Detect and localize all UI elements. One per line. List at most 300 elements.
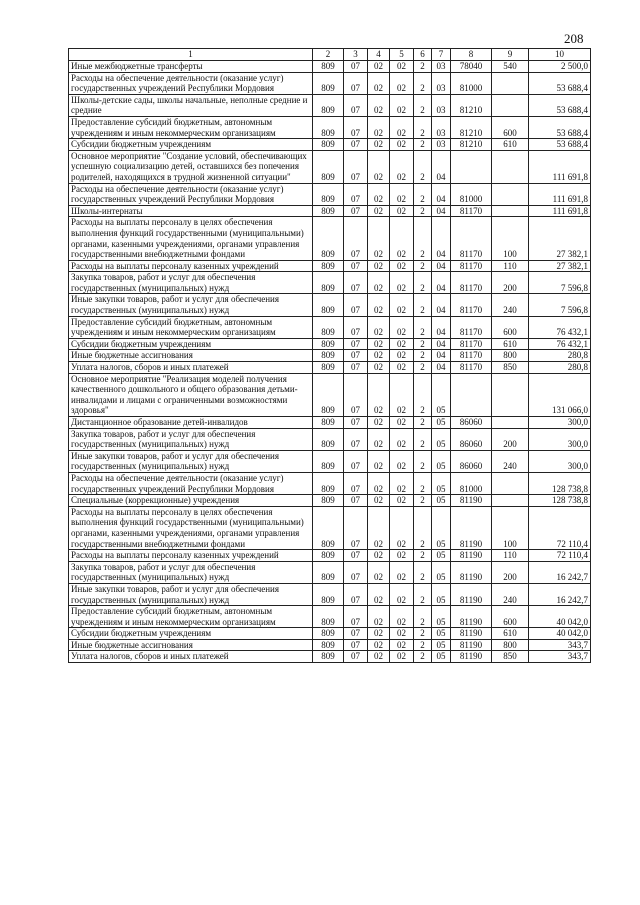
column-header: 1	[69, 49, 313, 61]
direction-code-cell: 78040	[451, 61, 492, 73]
program-code-cell: 02	[390, 472, 414, 494]
expense-type-code-cell: 600	[492, 316, 529, 338]
subsection-code-cell: 02	[368, 338, 390, 350]
expense-type-code-cell: 110	[492, 260, 529, 272]
amount-cell: 76 432,1	[529, 316, 591, 338]
program-code-cell: 02	[390, 183, 414, 205]
table-row	[69, 495, 591, 507]
direction-code-cell: 81190	[451, 651, 492, 663]
subprogram-code-cell: 2	[414, 651, 432, 663]
event-code-cell: 05	[432, 583, 451, 605]
amount-cell: 16 242,7	[529, 583, 591, 605]
event-code-cell: 04	[432, 362, 451, 374]
section-code-cell: 07	[344, 417, 368, 429]
amount-cell: 280,8	[529, 350, 591, 362]
item-name-cell: Иные бюджетные ассигнования	[69, 639, 313, 651]
section-code-cell: 07	[344, 561, 368, 583]
item-name-cell: Уплата налогов, сборов и иных платежей	[69, 651, 313, 663]
section-code-cell: 07	[344, 217, 368, 260]
ministry-code-cell: 809	[313, 61, 344, 73]
amount-cell: 300,0	[529, 428, 591, 450]
subprogram-code-cell: 2	[414, 639, 432, 651]
subsection-code-cell: 02	[368, 495, 390, 507]
subsection-code-cell: 02	[368, 472, 390, 494]
amount-cell: 27 382,1	[529, 260, 591, 272]
event-code-cell: 05	[432, 628, 451, 640]
subsection-code-cell: 02	[368, 260, 390, 272]
column-header: 9	[492, 49, 529, 61]
amount-cell: 111 691,8	[529, 183, 591, 205]
amount-cell: 128 738,8	[529, 472, 591, 494]
direction-code-cell: 86060	[451, 428, 492, 450]
section-code-cell: 07	[344, 260, 368, 272]
expense-type-code-cell	[492, 183, 529, 205]
subsection-code-cell: 02	[368, 639, 390, 651]
ministry-code-cell: 809	[313, 150, 344, 183]
amount-cell: 53 688,4	[529, 139, 591, 151]
table-row	[69, 639, 591, 651]
program-code-cell: 02	[390, 217, 414, 260]
event-code-cell: 05	[432, 561, 451, 583]
event-code-cell: 05	[432, 506, 451, 549]
item-name-cell: Расходы на обеспечение деятельности (оказание услуг) государственных учреждений Республики Мордовия	[69, 183, 313, 205]
subprogram-code-cell: 2	[414, 294, 432, 316]
item-name-cell: Предоставление субсидий бюджетным, автономным учреждениям и иным некоммерческим организациям	[69, 116, 313, 138]
expense-type-code-cell: 200	[492, 428, 529, 450]
expense-type-code-cell: 100	[492, 506, 529, 549]
direction-code-cell: 81170	[451, 217, 492, 260]
item-name-cell: Закупка товаров, работ и услуг для обеспечения государственных (муниципальных) нужд	[69, 428, 313, 450]
table-body	[69, 61, 591, 663]
expense-type-code-cell: 240	[492, 583, 529, 605]
table-row	[69, 72, 591, 94]
program-code-cell: 02	[390, 651, 414, 663]
section-code-cell: 07	[344, 316, 368, 338]
subsection-code-cell: 02	[368, 606, 390, 628]
table-row	[69, 651, 591, 663]
subsection-code-cell: 02	[368, 217, 390, 260]
table-row	[69, 116, 591, 138]
expense-type-code-cell: 100	[492, 217, 529, 260]
expense-type-code-cell	[492, 150, 529, 183]
event-code-cell: 04	[432, 183, 451, 205]
ministry-code-cell: 809	[313, 205, 344, 217]
page-number: 208	[564, 31, 584, 46]
subsection-code-cell: 02	[368, 72, 390, 94]
table-row	[69, 506, 591, 549]
table-header-row	[69, 49, 591, 61]
column-header: 2	[313, 49, 344, 61]
table-row	[69, 428, 591, 450]
event-code-cell: 05	[432, 428, 451, 450]
ministry-code-cell: 809	[313, 260, 344, 272]
item-name-cell: Предоставление субсидий бюджетным, автономным учреждениям и иным некоммерческим организациям	[69, 316, 313, 338]
expense-type-code-cell: 610	[492, 338, 529, 350]
table-row	[69, 362, 591, 374]
subprogram-code-cell: 2	[414, 583, 432, 605]
program-code-cell: 02	[390, 373, 414, 416]
direction-code-cell: 81190	[451, 506, 492, 549]
section-code-cell: 07	[344, 628, 368, 640]
ministry-code-cell: 809	[313, 183, 344, 205]
expense-type-code-cell	[492, 373, 529, 416]
subprogram-code-cell: 2	[414, 606, 432, 628]
section-code-cell: 07	[344, 450, 368, 472]
subsection-code-cell: 02	[368, 150, 390, 183]
direction-code-cell: 81170	[451, 272, 492, 294]
direction-code-cell: 86060	[451, 417, 492, 429]
section-code-cell: 07	[344, 550, 368, 562]
subsection-code-cell: 02	[368, 450, 390, 472]
table-row	[69, 561, 591, 583]
amount-cell: 111 691,8	[529, 205, 591, 217]
subsection-code-cell: 02	[368, 373, 390, 416]
ministry-code-cell: 809	[313, 417, 344, 429]
subsection-code-cell: 02	[368, 550, 390, 562]
program-code-cell: 02	[390, 94, 414, 116]
expense-type-code-cell: 850	[492, 362, 529, 374]
item-name-cell: Школы-интернаты	[69, 205, 313, 217]
direction-code-cell: 81190	[451, 561, 492, 583]
item-name-cell: Иные межбюджетные трансферты	[69, 61, 313, 73]
program-code-cell: 02	[390, 495, 414, 507]
subprogram-code-cell: 2	[414, 350, 432, 362]
ministry-code-cell: 809	[313, 338, 344, 350]
subprogram-code-cell: 2	[414, 139, 432, 151]
direction-code-cell	[451, 373, 492, 416]
item-name-cell: Специальные (коррекционные) учреждения	[69, 495, 313, 507]
event-code-cell: 03	[432, 61, 451, 73]
direction-code-cell: 81170	[451, 260, 492, 272]
event-code-cell: 04	[432, 338, 451, 350]
subsection-code-cell: 02	[368, 350, 390, 362]
event-code-cell: 03	[432, 139, 451, 151]
expense-type-code-cell	[492, 94, 529, 116]
event-code-cell: 05	[432, 373, 451, 416]
table-row	[69, 260, 591, 272]
subsection-code-cell: 02	[368, 561, 390, 583]
item-name-cell: Расходы на обеспечение деятельности (оказание услуг) государственных учреждений Республики Мордовия	[69, 472, 313, 494]
expense-type-code-cell: 600	[492, 606, 529, 628]
column-header: 7	[432, 49, 451, 61]
subprogram-code-cell: 2	[414, 61, 432, 73]
amount-cell: 27 382,1	[529, 217, 591, 260]
subprogram-code-cell: 2	[414, 150, 432, 183]
column-header: 3	[344, 49, 368, 61]
subprogram-code-cell: 2	[414, 183, 432, 205]
item-name-cell: Расходы на обеспечение деятельности (оказание услуг) государственных учреждений Республики Мордовия	[69, 72, 313, 94]
ministry-code-cell: 809	[313, 583, 344, 605]
event-code-cell: 05	[432, 639, 451, 651]
item-name-cell: Иные бюджетные ассигнования	[69, 350, 313, 362]
ministry-code-cell: 809	[313, 72, 344, 94]
table-row	[69, 150, 591, 183]
amount-cell: 40 042,0	[529, 606, 591, 628]
table-row	[69, 450, 591, 472]
column-header: 4	[368, 49, 390, 61]
event-code-cell: 04	[432, 316, 451, 338]
item-name-cell: Субсидии бюджетным учреждениям	[69, 628, 313, 640]
program-code-cell: 02	[390, 606, 414, 628]
section-code-cell: 07	[344, 205, 368, 217]
expense-type-code-cell	[492, 495, 529, 507]
amount-cell: 343,7	[529, 651, 591, 663]
subsection-code-cell: 02	[368, 506, 390, 549]
column-header: 10	[529, 49, 591, 61]
subprogram-code-cell: 2	[414, 94, 432, 116]
subprogram-code-cell: 2	[414, 561, 432, 583]
ministry-code-cell: 809	[313, 94, 344, 116]
expense-type-code-cell: 800	[492, 350, 529, 362]
subprogram-code-cell: 2	[414, 417, 432, 429]
section-code-cell: 07	[344, 428, 368, 450]
table-row	[69, 606, 591, 628]
ministry-code-cell: 809	[313, 217, 344, 260]
subsection-code-cell: 02	[368, 428, 390, 450]
ministry-code-cell: 809	[313, 450, 344, 472]
program-code-cell: 02	[390, 639, 414, 651]
item-name-cell: Расходы на выплаты персоналу в целях обеспечения выполнения функций государственными (муниципальными) органами, казенными учреждениями, органами управления государственными внебюджетными фондами	[69, 217, 313, 260]
amount-cell: 300,0	[529, 450, 591, 472]
ministry-code-cell: 809	[313, 628, 344, 640]
direction-code-cell: 81170	[451, 362, 492, 374]
column-header: 8	[451, 49, 492, 61]
table-row	[69, 61, 591, 73]
direction-code-cell: 81190	[451, 639, 492, 651]
subsection-code-cell: 02	[368, 61, 390, 73]
expense-type-code-cell: 240	[492, 294, 529, 316]
subsection-code-cell: 02	[368, 183, 390, 205]
direction-code-cell: 81000	[451, 472, 492, 494]
event-code-cell: 03	[432, 94, 451, 116]
amount-cell: 111 691,8	[529, 150, 591, 183]
subprogram-code-cell: 2	[414, 338, 432, 350]
section-code-cell: 07	[344, 472, 368, 494]
expense-type-code-cell: 850	[492, 651, 529, 663]
amount-cell: 343,7	[529, 639, 591, 651]
item-name-cell: Основное мероприятие "Создание условий, обеспечивающих успешную социализацию детей, оставшихся без попечения родителей, находящихся в трудной жизненной ситуации"	[69, 150, 313, 183]
program-code-cell: 02	[390, 272, 414, 294]
ministry-code-cell: 809	[313, 651, 344, 663]
subprogram-code-cell: 2	[414, 362, 432, 374]
subsection-code-cell: 02	[368, 651, 390, 663]
amount-cell: 16 242,7	[529, 561, 591, 583]
direction-code-cell: 81190	[451, 495, 492, 507]
amount-cell: 131 066,0	[529, 373, 591, 416]
item-name-cell: Расходы на выплаты персоналу казенных учреждений	[69, 260, 313, 272]
direction-code-cell: 81170	[451, 205, 492, 217]
table-row	[69, 272, 591, 294]
section-code-cell: 07	[344, 61, 368, 73]
amount-cell: 280,8	[529, 362, 591, 374]
expense-type-code-cell: 200	[492, 561, 529, 583]
expense-type-code-cell: 540	[492, 61, 529, 73]
ministry-code-cell: 809	[313, 350, 344, 362]
event-code-cell: 03	[432, 72, 451, 94]
item-name-cell: Закупка товаров, работ и услуг для обеспечения государственных (муниципальных) нужд	[69, 561, 313, 583]
item-name-cell: Субсидии бюджетным учреждениям	[69, 139, 313, 151]
ministry-code-cell: 809	[313, 550, 344, 562]
amount-cell: 72 110,4	[529, 550, 591, 562]
expense-type-code-cell	[492, 205, 529, 217]
ministry-code-cell: 809	[313, 472, 344, 494]
ministry-code-cell: 809	[313, 139, 344, 151]
item-name-cell: Дистанционное образование детей-инвалидов	[69, 417, 313, 429]
table-row	[69, 350, 591, 362]
program-code-cell: 02	[390, 362, 414, 374]
event-code-cell: 04	[432, 350, 451, 362]
table-row	[69, 294, 591, 316]
table-row	[69, 183, 591, 205]
subprogram-code-cell: 2	[414, 450, 432, 472]
event-code-cell: 04	[432, 260, 451, 272]
program-code-cell: 02	[390, 61, 414, 73]
amount-cell: 128 738,8	[529, 495, 591, 507]
expense-type-code-cell	[492, 72, 529, 94]
expense-type-code-cell: 600	[492, 116, 529, 138]
expense-type-code-cell	[492, 472, 529, 494]
section-code-cell: 07	[344, 72, 368, 94]
subprogram-code-cell: 2	[414, 316, 432, 338]
subprogram-code-cell: 2	[414, 506, 432, 549]
amount-cell: 7 596,8	[529, 294, 591, 316]
subsection-code-cell: 02	[368, 316, 390, 338]
ministry-code-cell: 809	[313, 495, 344, 507]
event-code-cell: 05	[432, 550, 451, 562]
table-row	[69, 316, 591, 338]
table-row	[69, 373, 591, 416]
subsection-code-cell: 02	[368, 116, 390, 138]
expense-type-code-cell: 610	[492, 139, 529, 151]
section-code-cell: 07	[344, 272, 368, 294]
program-code-cell: 02	[390, 550, 414, 562]
amount-cell: 2 500,0	[529, 61, 591, 73]
ministry-code-cell: 809	[313, 373, 344, 416]
event-code-cell: 04	[432, 217, 451, 260]
section-code-cell: 07	[344, 583, 368, 605]
column-header: 6	[414, 49, 432, 61]
program-code-cell: 02	[390, 260, 414, 272]
ministry-code-cell: 809	[313, 316, 344, 338]
program-code-cell: 02	[390, 338, 414, 350]
section-code-cell: 07	[344, 94, 368, 116]
event-code-cell: 05	[432, 417, 451, 429]
direction-code-cell: 81170	[451, 350, 492, 362]
program-code-cell: 02	[390, 139, 414, 151]
table-row	[69, 417, 591, 429]
program-code-cell: 02	[390, 583, 414, 605]
direction-code-cell: 86060	[451, 450, 492, 472]
subprogram-code-cell: 2	[414, 628, 432, 640]
program-code-cell: 02	[390, 350, 414, 362]
event-code-cell: 05	[432, 651, 451, 663]
table-row	[69, 472, 591, 494]
expense-type-code-cell: 800	[492, 639, 529, 651]
direction-code-cell: 81190	[451, 583, 492, 605]
event-code-cell: 05	[432, 606, 451, 628]
direction-code-cell: 81210	[451, 116, 492, 138]
event-code-cell: 04	[432, 294, 451, 316]
program-code-cell: 02	[390, 417, 414, 429]
amount-cell: 7 596,8	[529, 272, 591, 294]
subprogram-code-cell: 2	[414, 116, 432, 138]
ministry-code-cell: 809	[313, 606, 344, 628]
expense-type-code-cell	[492, 417, 529, 429]
item-name-cell: Уплата налогов, сборов и иных платежей	[69, 362, 313, 374]
amount-cell: 72 110,4	[529, 506, 591, 549]
event-code-cell: 04	[432, 272, 451, 294]
section-code-cell: 07	[344, 606, 368, 628]
table-row	[69, 338, 591, 350]
direction-code-cell: 81000	[451, 183, 492, 205]
ministry-code-cell: 809	[313, 272, 344, 294]
amount-cell: 53 688,4	[529, 116, 591, 138]
amount-cell: 53 688,4	[529, 94, 591, 116]
section-code-cell: 07	[344, 294, 368, 316]
program-code-cell: 02	[390, 428, 414, 450]
program-code-cell: 02	[390, 205, 414, 217]
direction-code-cell: 81170	[451, 294, 492, 316]
direction-code-cell: 81000	[451, 72, 492, 94]
table-row	[69, 139, 591, 151]
direction-code-cell: 81210	[451, 139, 492, 151]
section-code-cell: 07	[344, 495, 368, 507]
program-code-cell: 02	[390, 116, 414, 138]
amount-cell: 40 042,0	[529, 628, 591, 640]
direction-code-cell: 81170	[451, 316, 492, 338]
program-code-cell: 02	[390, 506, 414, 549]
ministry-code-cell: 809	[313, 362, 344, 374]
item-name-cell: Иные закупки товаров, работ и услуг для обеспечения государственных (муниципальных) нужд	[69, 450, 313, 472]
table-row	[69, 205, 591, 217]
ministry-code-cell: 809	[313, 294, 344, 316]
section-code-cell: 07	[344, 362, 368, 374]
subprogram-code-cell: 2	[414, 373, 432, 416]
section-code-cell: 07	[344, 338, 368, 350]
subsection-code-cell: 02	[368, 417, 390, 429]
direction-code-cell: 81170	[451, 338, 492, 350]
subsection-code-cell: 02	[368, 583, 390, 605]
ministry-code-cell: 809	[313, 428, 344, 450]
amount-cell: 76 432,1	[529, 338, 591, 350]
subprogram-code-cell: 2	[414, 472, 432, 494]
item-name-cell: Школы-детские сады, школы начальные, неполные средние и средние	[69, 94, 313, 116]
item-name-cell: Предоставление субсидий бюджетным, автономным учреждениям и иным некоммерческим организациям	[69, 606, 313, 628]
item-name-cell: Субсидии бюджетным учреждениям	[69, 338, 313, 350]
event-code-cell: 04	[432, 205, 451, 217]
item-name-cell: Иные закупки товаров, работ и услуг для обеспечения государственных (муниципальных) нужд	[69, 583, 313, 605]
section-code-cell: 07	[344, 150, 368, 183]
direction-code-cell: 81210	[451, 94, 492, 116]
amount-cell: 300,0	[529, 417, 591, 429]
ministry-code-cell: 809	[313, 561, 344, 583]
subsection-code-cell: 02	[368, 272, 390, 294]
item-name-cell: Расходы на выплаты персоналу казенных учреждений	[69, 550, 313, 562]
table-row	[69, 217, 591, 260]
amount-cell: 53 688,4	[529, 72, 591, 94]
table-row	[69, 628, 591, 640]
expense-type-code-cell: 110	[492, 550, 529, 562]
section-code-cell: 07	[344, 639, 368, 651]
ministry-code-cell: 809	[313, 506, 344, 549]
event-code-cell: 05	[432, 450, 451, 472]
item-name-cell: Закупка товаров, работ и услуг для обеспечения государственных (муниципальных) нужд	[69, 272, 313, 294]
section-code-cell: 07	[344, 116, 368, 138]
subprogram-code-cell: 2	[414, 495, 432, 507]
event-code-cell: 03	[432, 116, 451, 138]
section-code-cell: 07	[344, 651, 368, 663]
event-code-cell: 04	[432, 150, 451, 183]
